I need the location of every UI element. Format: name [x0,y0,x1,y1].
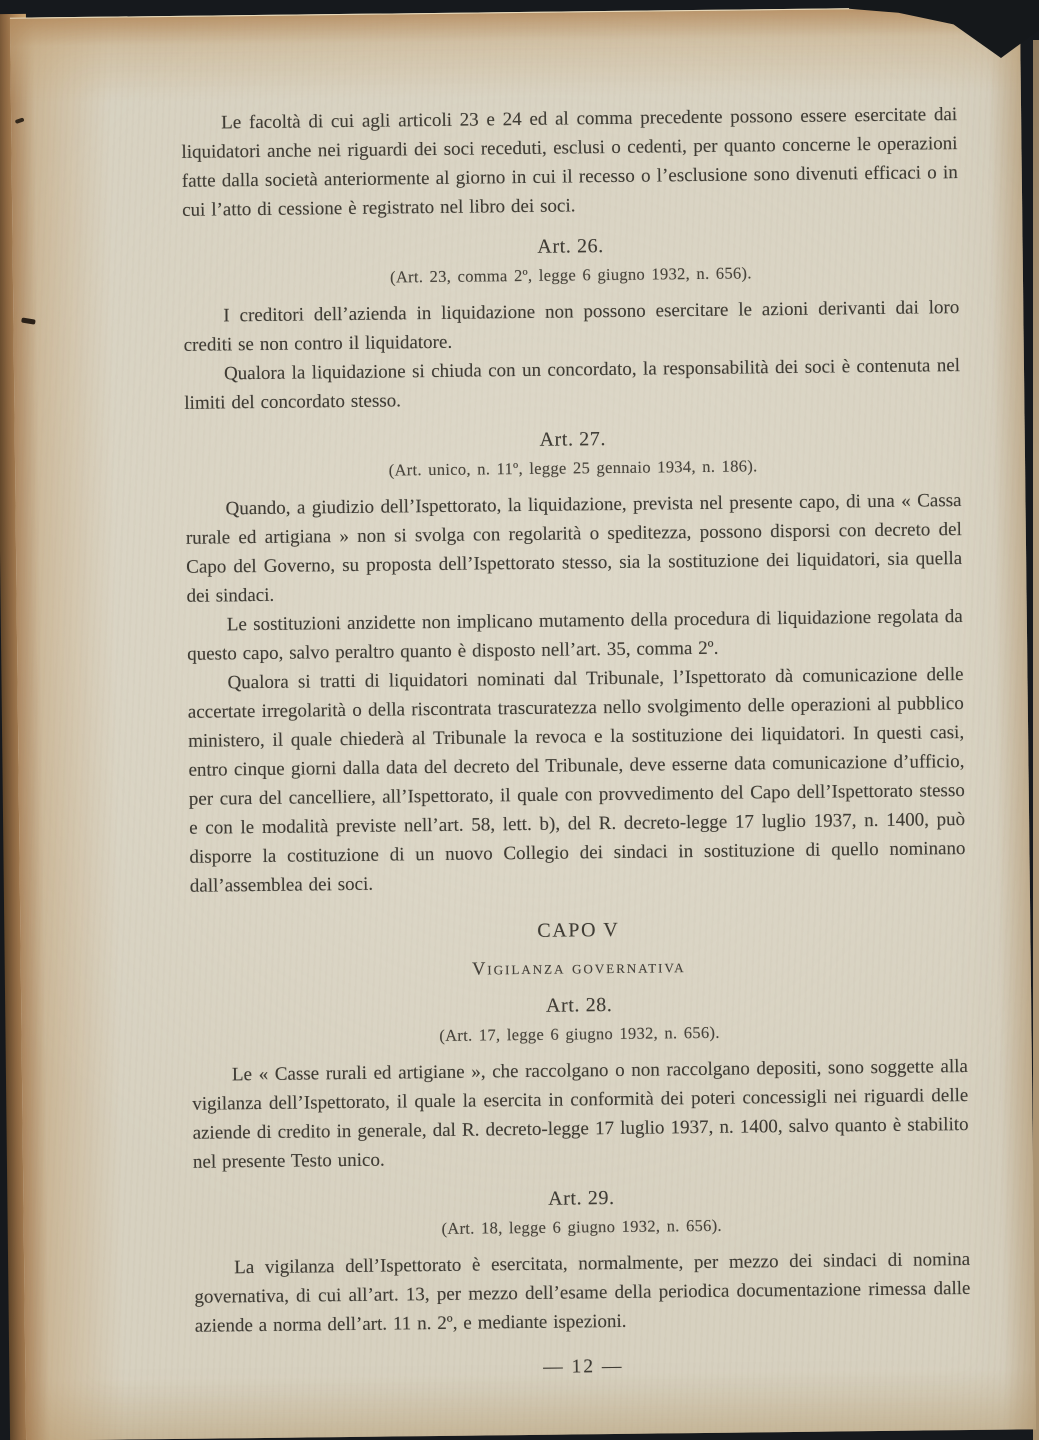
fore-edge-right [1033,40,1039,1440]
page-number: — 12 — [543,1355,624,1378]
paper-page [10,6,1036,1440]
article-27-paragraph: Le sostituzioni anzidette non implicano mutamento della procedura di liquidazione regolata da questo capo, salvo peraltro quanto è disposto nell’art. 35, comma 2º. [187,606,963,665]
article-29-title: Art. 29. [548,1186,615,1210]
article-26-paragraph: Qualora la liquidazione si chiuda con un concordato, la responsabilità dei soci è contenuta nel limiti del concordato stesso. [184,355,961,414]
article-28-title: Art. 28. [545,994,613,1017]
gutter-nick-mark [21,317,36,324]
article-29-paragraph: La vigilanza dell’Ispettorato è esercitata, normalmente, per mezzo dei sindaci di nomina governativa, di cui all’art. 13, per mezzo dell’esame della periodica documentazione rimessa dalle aziende a norma dell’art. 11 n. 2º, e mediante ispezioni. [194,1248,971,1337]
intro-paragraph: Le facoltà di cui agli articoli 23 e 24 ed al comma precedente possono essere esercitate dai liquidatori anche nei riguardi dei soci receduti, esclusi o cedenti, per quanto concerne le operazioni fatte dalla società anteriormente al giorno in cui il recesso o l’esclusione sono divenuti efficaci o in cui l’atto di cessione è registrato nel libro dei soci. [181,104,958,221]
article-27-title: Art. 27. [539,428,607,451]
article-26-title: Art. 26. [537,235,604,258]
article-28-source-note: (Art. 17, legge 6 giugno 1932, n. 656). [439,1022,720,1045]
article-28-paragraph: Le « Casse rurali ed artigiane », che raccolgano o non raccolgano depositi, sono soggette alla vigilanza dell’Ispettorato, il quale la esercita in conformità dei poteri concessigli nei riguardi delle aziende di credito in generale, dal R. decreto-legge 17 luglio 1937, n. 1400, salvo quanto è stabilito nel presente Testo unico. [192,1055,969,1173]
article-27-paragraph: Qualora si tratti di liquidatori nominati dal Tribunale, l’Ispettorato dà comunicazione delle accertate irregolarità o della riscontrata trascuratezza nello svolgimento delle operazioni al pubblico ministero, il quale chiederà al Tribunale la revoca e la sostituzione dei liquidatori. In questi casi, entro cinque giorni dalla data del decreto del Tribunale, deve esserne data comunicazione d’ufficio, per cura del cancelliere, all’Ispettorato, il quale con provvedimento del Capo dell’Ispettorato stesso e con le modalità previste nell’art. 58, lett. b), del R. decreto-legge 17 luglio 1937, n. 1400, può disporre la costituzione di un nuovo Collegio dei sindaci in sostituzione di quello nominano dall’assemblea dei soci. [187,664,966,897]
article-29-source-note: (Art. 18, legge 6 giugno 1932, n. 656). [441,1215,722,1238]
article-27-paragraph: Quando, a giudizio dell’Ispettorato, la liquidazione, prevista nel presente capo, di una « Cassa rurale ed artigiana » non si svolga con regolarità o speditezza, possono disporsi con decreto del Capo del Governo, su proposta dell’Ispettorato stesso, sia la sostituzione dei liquidatori, sia quella dei sindaci. [185,490,963,607]
gutter-nick-mark [15,117,25,124]
chapter-subtitle: Vigilanza governativa [471,957,686,980]
page-content [181,100,971,1384]
article-26-source-note: (Art. 23, comma 2º, legge 6 giugno 1932, n. 656). [389,263,752,287]
article-26-paragraph: I creditori dell’azienda in liquidazione non possono esercitare le azioni derivanti dai loro crediti se non contro il liquidatore. [183,297,960,356]
chapter-title: CAPO V [537,918,620,942]
article-27-source-note: (Art. unico, n. 11º, legge 25 gennaio 1934, n. 186). [388,456,758,480]
